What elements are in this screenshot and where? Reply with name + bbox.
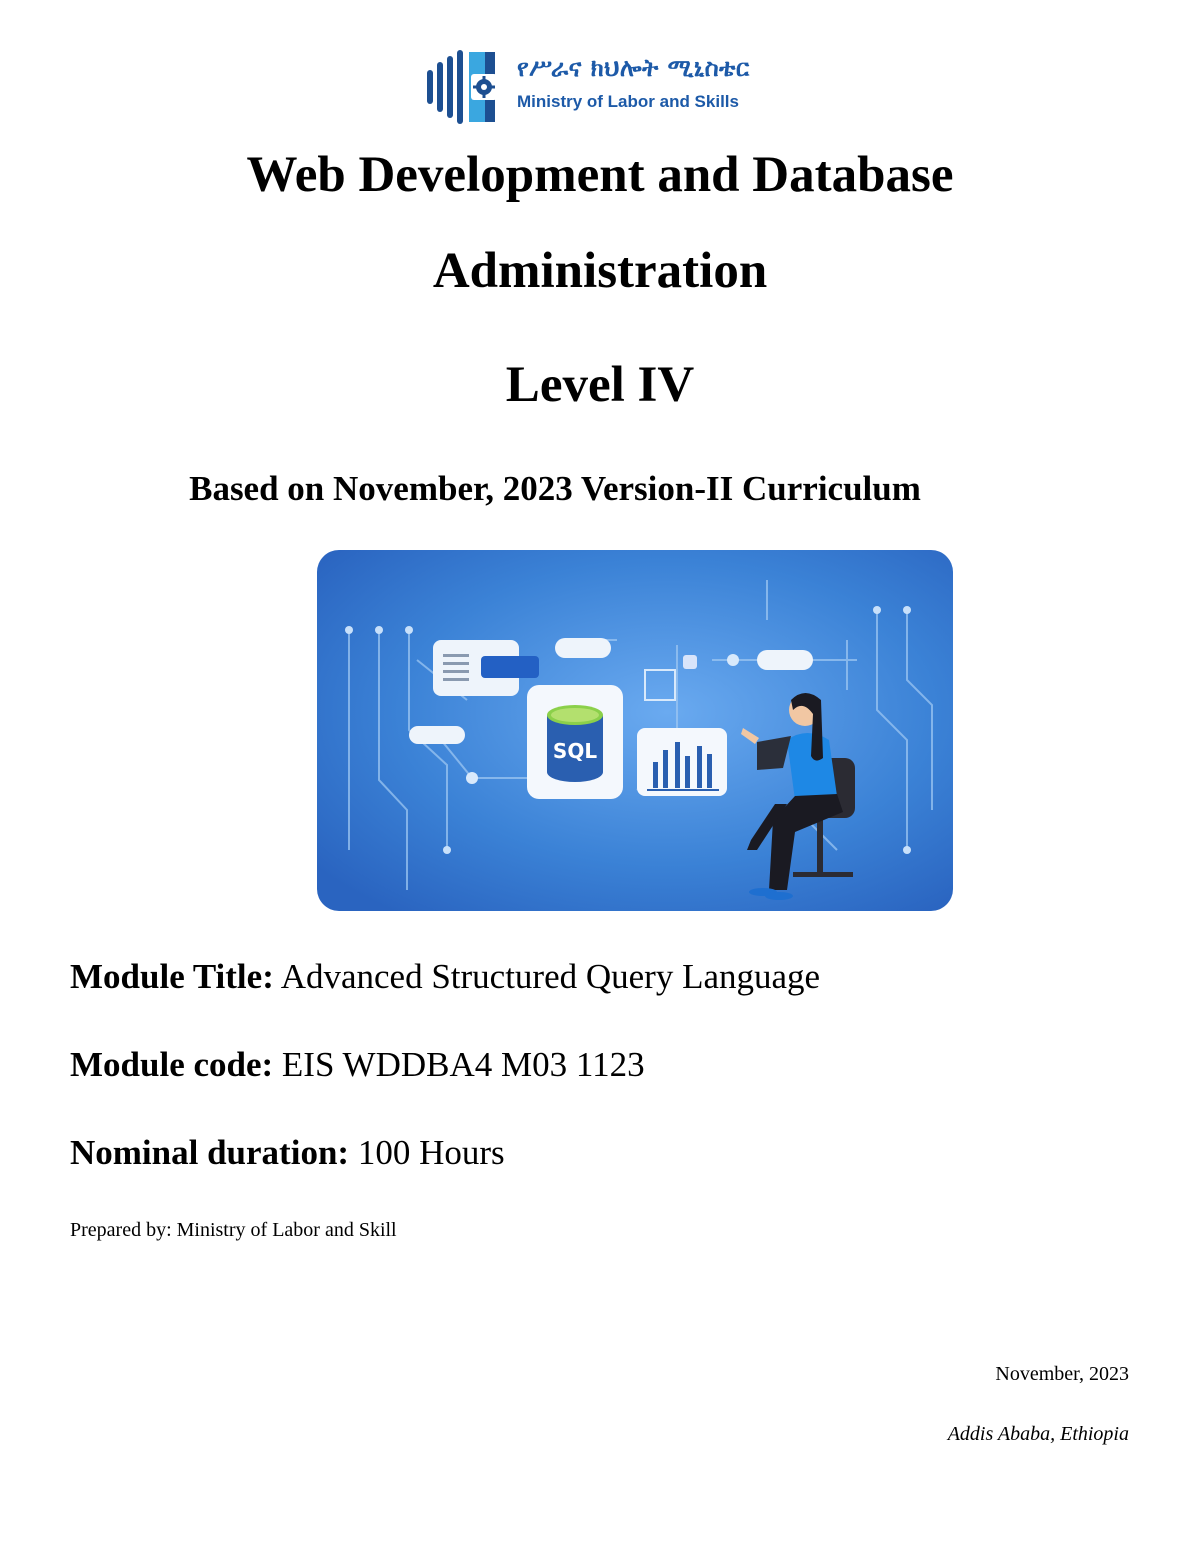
- module-title-line: [70, 955, 820, 999]
- prepared-by: Prepared by: Ministry of Labor and Skill: [70, 1219, 397, 1241]
- publication-date: November, 2023: [995, 1363, 1129, 1385]
- publication-place: Addis Ababa, Ethiopia: [947, 1423, 1129, 1445]
- sql-database-card: [527, 685, 623, 799]
- bar-chart-card: [637, 728, 727, 796]
- module-code-line: [70, 1043, 645, 1087]
- level-heading: Level IV: [505, 357, 695, 413]
- ministry-logo: [425, 48, 785, 126]
- document-title-line-2: Administration: [432, 243, 768, 299]
- logo-amharic-name: የሥራና ክህሎት ሚኒስቴር: [517, 54, 750, 82]
- sql-label: SQL: [552, 739, 598, 763]
- module-title-label: Module Title:: [70, 957, 274, 996]
- small-square: [683, 655, 697, 669]
- label-pill: [757, 650, 813, 670]
- ministry-logo-mark: [425, 48, 509, 126]
- cover-illustration: [317, 550, 953, 911]
- module-code-label: Module code:: [70, 1045, 274, 1084]
- label-pill: [409, 726, 465, 744]
- module-code-value: EIS WDDBA4 M03 1123: [281, 1045, 645, 1084]
- nominal-duration-label: Nominal duration:: [70, 1133, 350, 1172]
- nominal-duration-value: 100 Hours: [357, 1133, 505, 1172]
- module-title-value: Advanced Structured Query Language: [280, 957, 821, 996]
- logo-english-name: Ministry of Labor and Skills: [517, 92, 739, 111]
- label-pill: [555, 638, 611, 658]
- nominal-duration-line: [70, 1131, 505, 1175]
- curriculum-basis: Based on November, 2023 Version-II Curriculum: [189, 469, 921, 508]
- document-title-line-1: Web Development and Database: [246, 147, 954, 203]
